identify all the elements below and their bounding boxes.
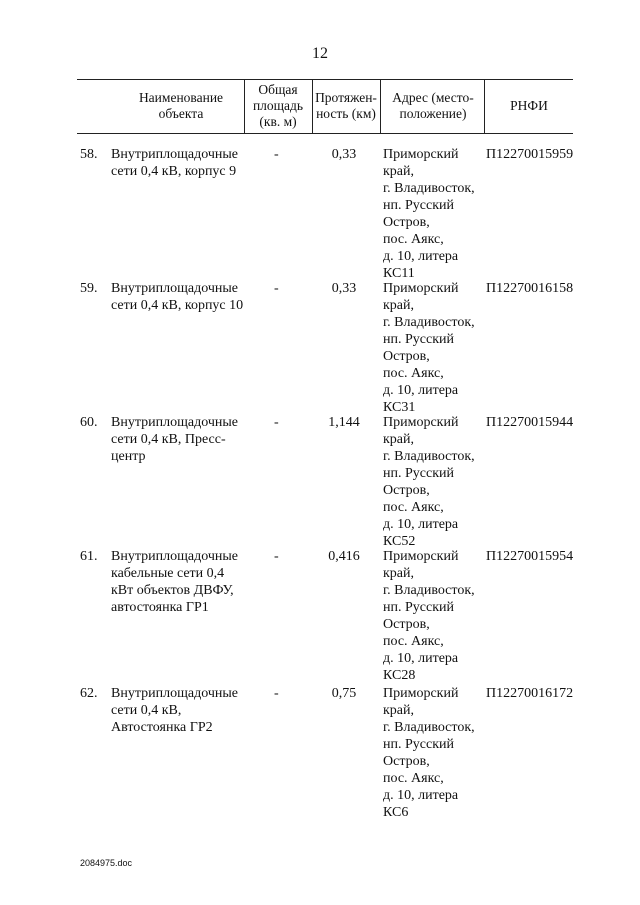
- address-line: КС11: [383, 266, 415, 281]
- address-line: КС6: [383, 805, 409, 820]
- table-header-rule: [77, 133, 573, 134]
- address-line: нп. Русский: [383, 600, 454, 615]
- header-address: Адрес (место-положение): [392, 90, 474, 121]
- address-line: Приморский край,: [383, 147, 459, 179]
- address-line: Остров,: [383, 617, 430, 632]
- object-name: Внутриплощадочные сети 0,4 кВ, Пресс-центр: [111, 415, 238, 464]
- length-value: 0,75: [331, 686, 357, 701]
- header-length: Протяжен-ность (км): [315, 90, 377, 121]
- rnfi-value: П12270015959: [486, 147, 574, 162]
- address-line: г. Владивосток,: [383, 315, 475, 330]
- row-number: 59.: [80, 281, 98, 296]
- length-value: 0,33: [331, 281, 357, 296]
- address-line: пос. Аякс,: [383, 771, 444, 786]
- address-line: Приморский край,: [383, 549, 459, 581]
- address-line: д. 10, литера: [383, 788, 459, 803]
- address-line: пос. Аякс,: [383, 232, 444, 247]
- address-line: д. 10, литера: [383, 651, 459, 666]
- area-value: -: [274, 147, 279, 162]
- rnfi-value: П12270015954: [486, 549, 574, 564]
- address-line: Приморский край,: [383, 415, 459, 447]
- address-line: КС31: [383, 400, 416, 415]
- object-name: Внутриплощадочные сети 0,4 кВ, корпус 9: [111, 147, 238, 179]
- object-name: Внутриплощадочные сети 0,4 кВ, Автостоянка ГР2: [111, 686, 238, 735]
- length-value: 1,144: [328, 415, 360, 430]
- address-line: г. Владивосток,: [383, 449, 475, 464]
- address: [383, 146, 483, 282]
- address-line: Приморский край,: [383, 686, 459, 718]
- address-line: КС52: [383, 534, 416, 549]
- address-line: Остров,: [383, 215, 430, 230]
- area-value: -: [274, 281, 279, 296]
- area-value: -: [274, 549, 279, 564]
- address-line: нп. Русский: [383, 332, 454, 347]
- address-line: нп. Русский: [383, 198, 454, 213]
- address-line: г. Владивосток,: [383, 181, 475, 196]
- area-value: -: [274, 686, 279, 701]
- address-line: Остров,: [383, 349, 430, 364]
- address-line: Приморский край,: [383, 281, 459, 313]
- address-line: пос. Аякс,: [383, 500, 444, 515]
- rnfi-value: П12270016158: [486, 281, 574, 296]
- address-line: нп. Русский: [383, 737, 454, 752]
- address-line: КС28: [383, 668, 416, 683]
- object-name: Внутриплощадочные кабельные сети 0,4 кВт объектов ДВФУ, автостоянка ГР1: [111, 549, 238, 615]
- address-line: д. 10, литера: [383, 517, 459, 532]
- header-name: Наименование объекта: [138, 90, 224, 121]
- row-number: 58.: [80, 147, 98, 162]
- area-value: -: [274, 415, 279, 430]
- rnfi-value: П12270016172: [486, 686, 574, 701]
- length-value: 0,416: [328, 549, 360, 564]
- address-line: нп. Русский: [383, 466, 454, 481]
- address-line: Остров,: [383, 483, 430, 498]
- column-separator: [484, 79, 485, 133]
- column-separator: [244, 79, 245, 133]
- table-top-rule: [77, 79, 573, 80]
- row-number: 60.: [80, 415, 98, 430]
- address-line: г. Владивосток,: [383, 583, 475, 598]
- length-value: 0,33: [331, 147, 357, 162]
- address: [383, 548, 483, 684]
- header-area: Общая площадь (кв. м): [252, 82, 304, 129]
- address-line: г. Владивосток,: [383, 720, 475, 735]
- row-number: 61.: [80, 549, 98, 564]
- address-line: д. 10, литера: [383, 249, 459, 264]
- object-name: Внутриплощадочные сети 0,4 кВ, корпус 10: [111, 281, 244, 313]
- address-line: пос. Аякс,: [383, 366, 444, 381]
- page-number: 12: [312, 45, 328, 62]
- header-rnfi: РНФИ: [510, 98, 548, 113]
- address-line: пос. Аякс,: [383, 634, 444, 649]
- address: [383, 280, 483, 416]
- column-separator: [380, 79, 381, 133]
- address: [383, 685, 483, 821]
- address-line: д. 10, литера: [383, 383, 459, 398]
- rnfi-value: П12270015944: [486, 415, 574, 430]
- address-line: Остров,: [383, 754, 430, 769]
- address: [383, 414, 483, 550]
- footer-filename: 2084975.doc: [80, 858, 133, 868]
- row-number: 62.: [80, 686, 98, 701]
